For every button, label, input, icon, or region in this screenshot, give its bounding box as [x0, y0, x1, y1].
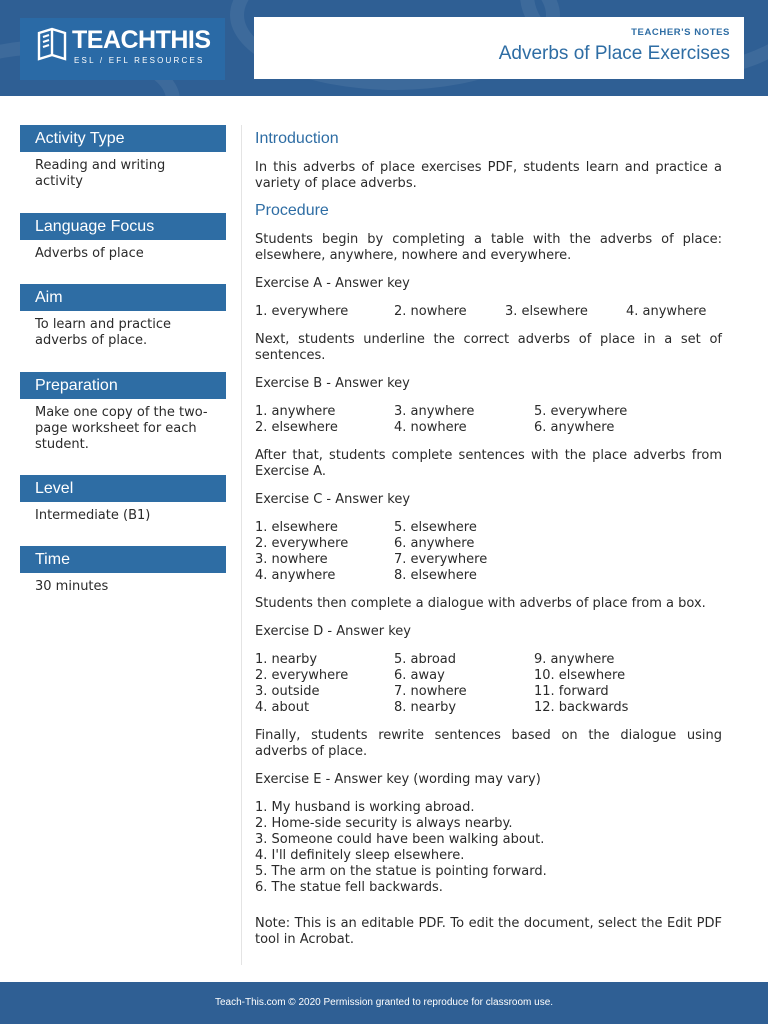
title-box — [254, 17, 744, 79]
title-kicker: TEACHER'S NOTES — [631, 27, 730, 38]
answer-item: 1. elsewhere — [255, 520, 338, 535]
answer-item: 5. elsewhere — [394, 520, 477, 535]
sidebar-heading: Time — [20, 546, 226, 573]
answer-item: 5. The arm on the statue is pointing forward. — [255, 864, 547, 879]
sidebar-text: Adverbs of place — [35, 246, 144, 261]
exercise-a-answers — [255, 304, 722, 320]
answer-item: 8. nearby — [394, 700, 457, 715]
answer-item: 12. backwards — [534, 700, 629, 715]
procedure-paragraph-1: Students begin by completing a table with the adverbs of place: elsewhere, anywhere, nowhere and everywhere. — [255, 232, 722, 263]
sidebar-text: To learn and practice adverbs of place. — [35, 317, 172, 348]
sidebar-section-preparation — [20, 372, 226, 475]
sidebar-heading: Language Focus — [20, 213, 226, 240]
answer-item: 4. anywhere — [255, 568, 336, 583]
answer-item: 7. everywhere — [394, 552, 488, 567]
teachthis-logo[interactable] — [20, 18, 225, 80]
answer-item: 2. Home-side security is always nearby. — [255, 816, 513, 831]
header-banner — [0, 0, 768, 96]
answer-item: 7. nowhere — [394, 684, 467, 699]
sidebar-text: Intermediate (B1) — [35, 508, 151, 523]
answer-item: 6. The statue fell backwards. — [255, 880, 443, 895]
answer-item: 1. everywhere — [255, 304, 349, 319]
sidebar-heading: Activity Type — [20, 125, 226, 152]
section-title-procedure: Procedure — [255, 202, 329, 219]
sidebar — [20, 125, 226, 595]
answer-item: 3. anywhere — [394, 404, 475, 419]
answer-item: 6. anywhere — [394, 536, 475, 551]
exercise-e-answers — [255, 800, 722, 896]
answer-item: 1. My husband is working abroad. — [255, 800, 475, 815]
editable-pdf-note: Note: This is an editable PDF. To edit the document, select the Edit PDF tool in Acrobat. — [255, 916, 722, 947]
sidebar-section-language-focus — [20, 213, 226, 284]
sidebar-section-level — [20, 475, 226, 546]
answer-item: 8. elsewhere — [394, 568, 477, 583]
procedure-paragraph-2: Next, students underline the correct adverbs of place in a set of sentences. — [255, 332, 722, 363]
answer-item: 6. away — [394, 668, 445, 683]
answer-item: 6. anywhere — [534, 420, 615, 435]
exercise-a-title: Exercise A - Answer key — [255, 276, 410, 291]
answer-item: 5. abroad — [394, 652, 456, 667]
answer-item: 2. elsewhere — [255, 420, 338, 435]
answer-item: 1. nearby — [255, 652, 318, 667]
section-title-introduction: Introduction — [255, 130, 339, 147]
exercise-e-title: Exercise E - Answer key (wording may vary) — [255, 772, 541, 787]
answer-item: 2. everywhere — [255, 536, 349, 551]
copyright-text: Teach-This.com © 2020 Permission granted to reproduce for classroom use. — [214, 997, 554, 1008]
answer-item: 10. elsewhere — [534, 668, 626, 683]
answer-item: 5. everywhere — [534, 404, 628, 419]
exercise-b-title: Exercise B - Answer key — [255, 376, 410, 391]
exercise-c-title: Exercise C - Answer key — [255, 492, 411, 507]
sidebar-heading: Level — [20, 475, 226, 502]
answer-item: 1. anywhere — [255, 404, 336, 419]
exercise-b-answers — [255, 404, 722, 436]
procedure-paragraph-5: Finally, students rewrite sentences based on the dialogue using adverbs of place. — [255, 728, 722, 759]
answer-item: 3. outside — [255, 684, 320, 699]
procedure-paragraph-3: After that, students complete sentences with the place adverbs from Exercise A. — [255, 448, 722, 479]
intro-paragraph: In this adverbs of place exercises PDF, students learn and practice a variety of place adverbs. — [255, 160, 722, 191]
exercise-c-answers — [255, 520, 722, 584]
answer-item: 4. I'll definitely sleep elsewhere. — [255, 848, 465, 863]
sidebar-section-activity-type — [20, 125, 226, 213]
procedure-paragraph-4: Students then complete a dialogue with adverbs of place from a box. — [255, 596, 706, 611]
sidebar-text: 30 minutes — [35, 579, 109, 594]
answer-item: 4. nowhere — [394, 420, 467, 435]
book-icon — [36, 27, 68, 61]
footer-banner — [0, 982, 768, 1024]
sidebar-text: Reading and writing activity — [35, 158, 166, 189]
answer-item: 4. anywhere — [626, 304, 707, 319]
sidebar-section-aim — [20, 284, 226, 372]
column-divider — [241, 125, 242, 965]
answer-item: 3. elsewhere — [505, 304, 588, 319]
sidebar-heading: Aim — [20, 284, 226, 311]
logo-wordmark: TEACHTHIS — [72, 26, 211, 54]
logo-tagline: ESL / EFL RESOURCES — [74, 56, 205, 65]
sidebar-text: Make one copy of the two-page worksheet for each student. — [35, 405, 208, 452]
answer-item: 3. nowhere — [255, 552, 328, 567]
exercise-d-title: Exercise D - Answer key — [255, 624, 411, 639]
answer-item: 11. forward — [534, 684, 609, 699]
sidebar-heading: Preparation — [20, 372, 226, 399]
answer-item: 2. nowhere — [394, 304, 467, 319]
answer-item: 4. about — [255, 700, 310, 715]
page-title: Adverbs of Place Exercises — [498, 43, 730, 64]
answer-item: 2. everywhere — [255, 668, 349, 683]
main-content — [255, 129, 722, 948]
answer-item: 9. anywhere — [534, 652, 615, 667]
sidebar-section-time — [20, 546, 226, 595]
exercise-d-answers — [255, 652, 722, 716]
answer-item: 3. Someone could have been walking about. — [255, 832, 545, 847]
